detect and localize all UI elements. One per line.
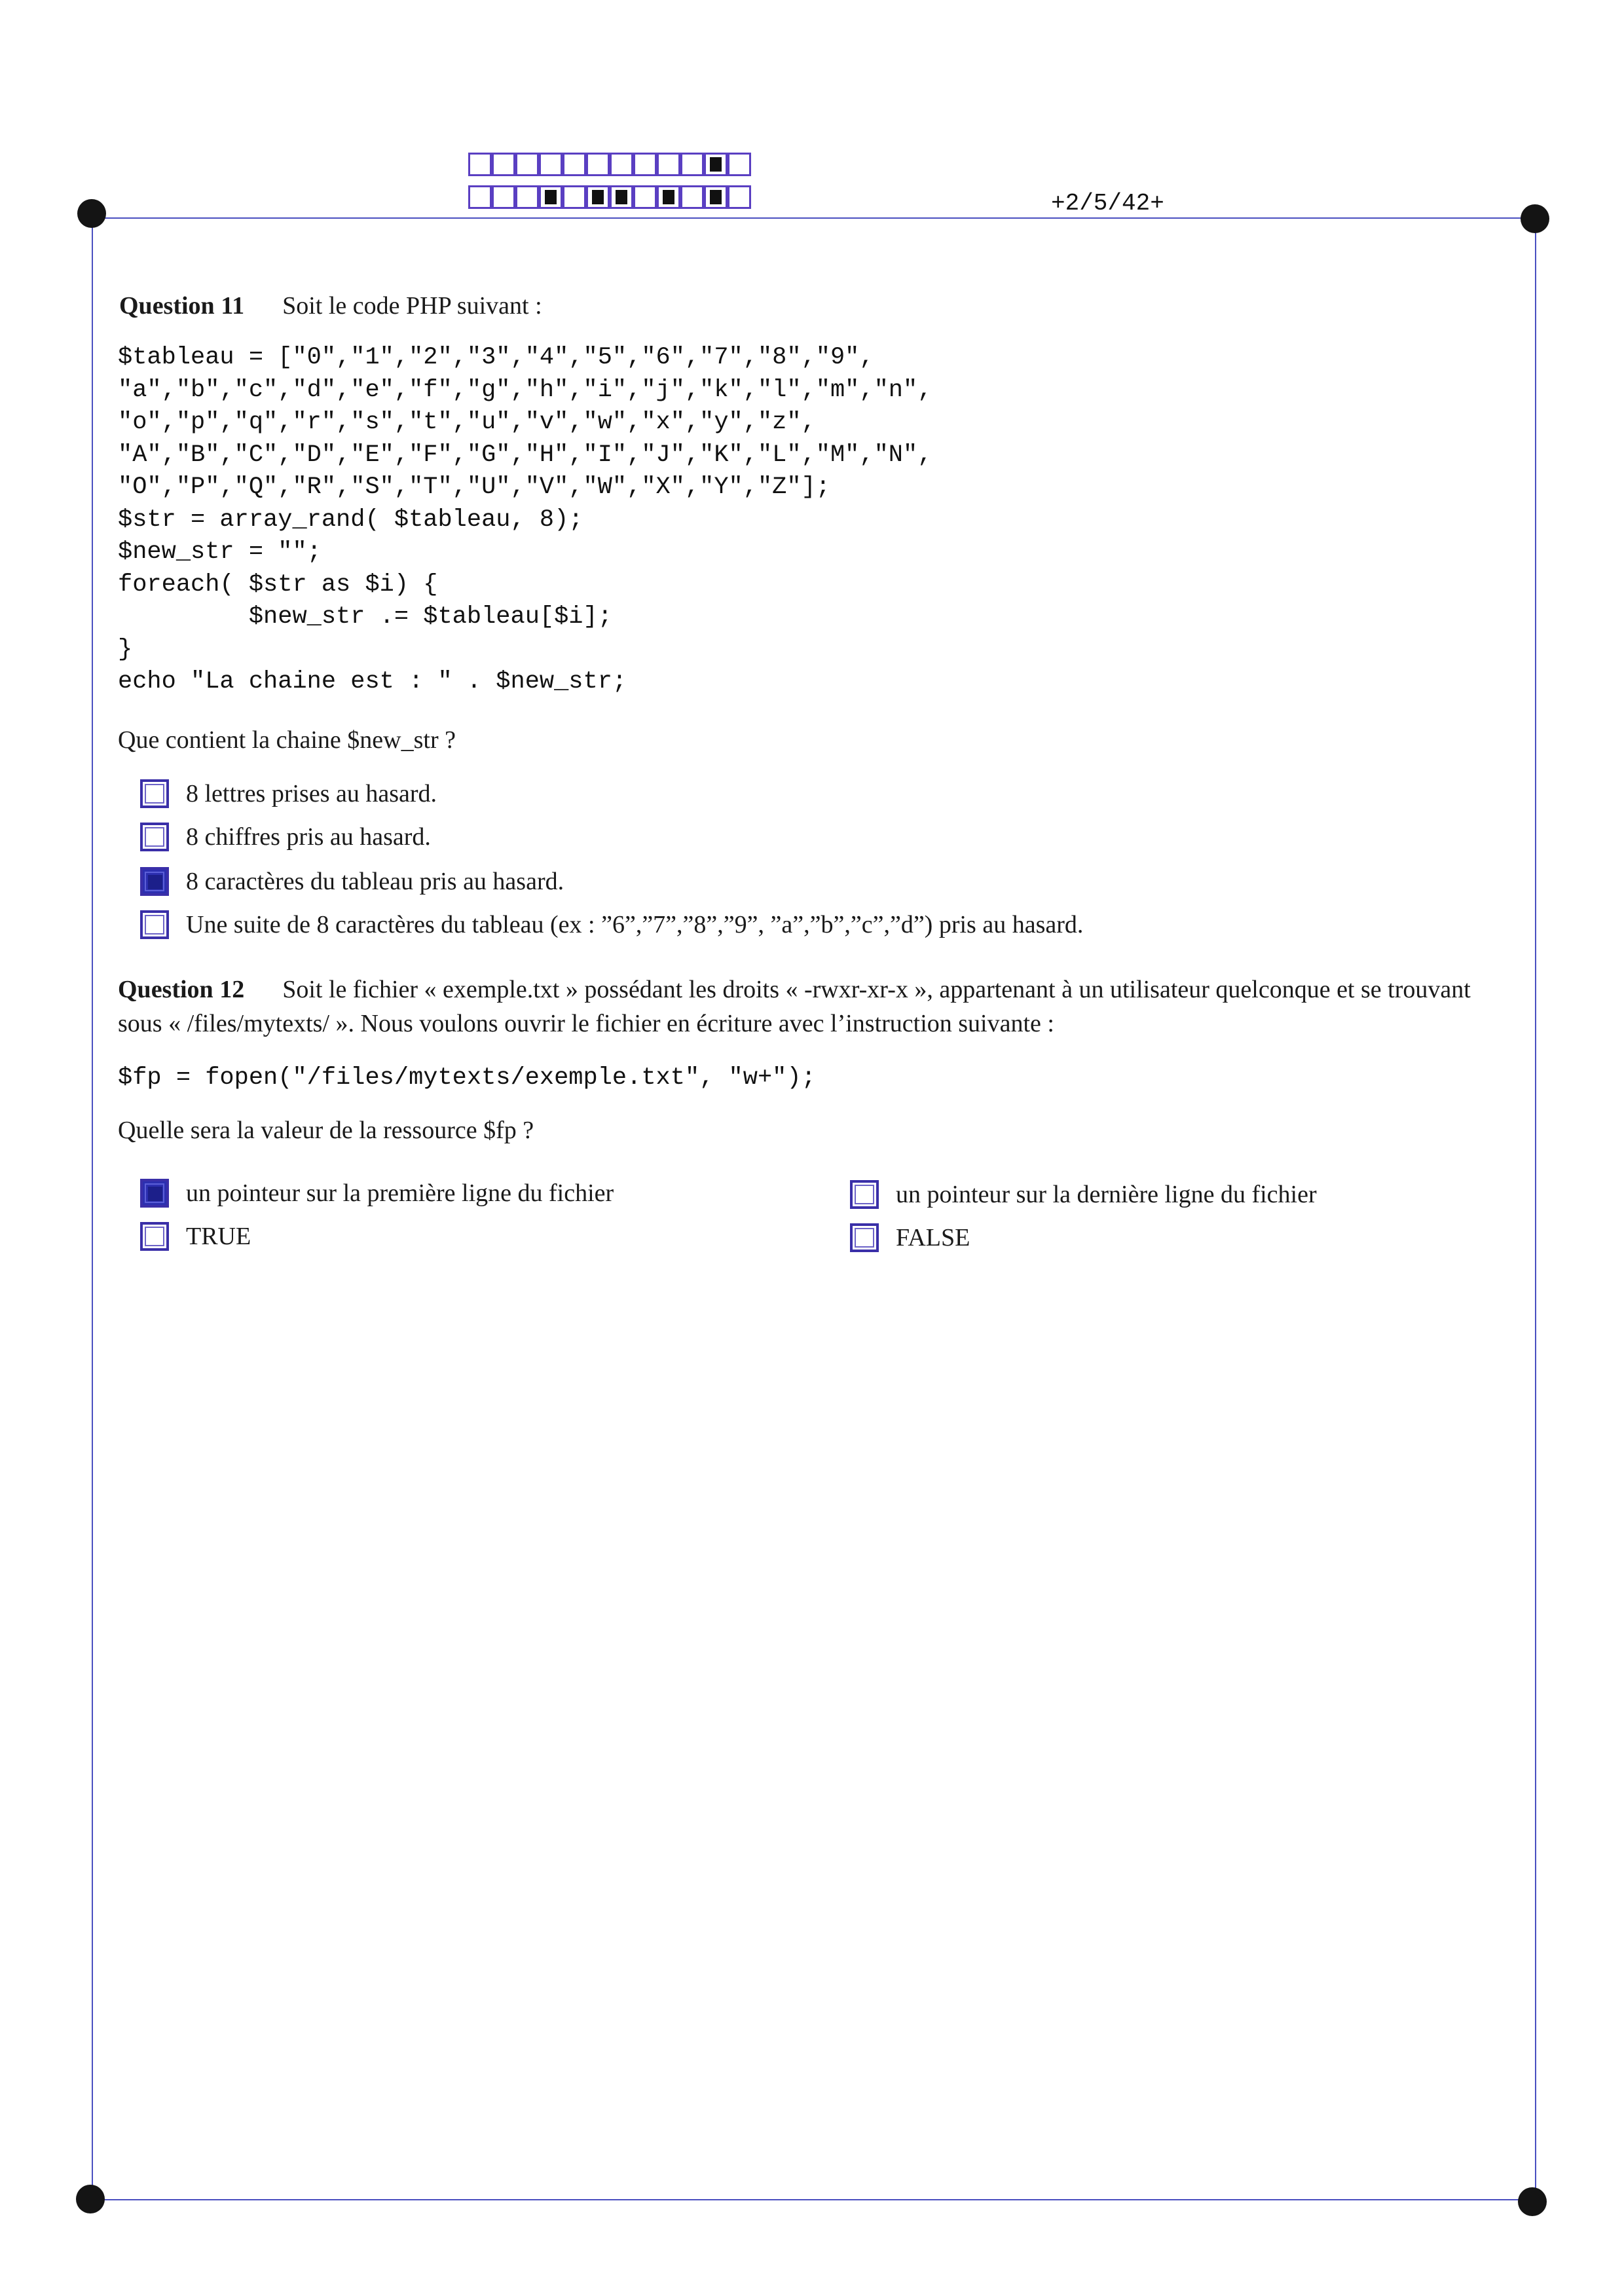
barcode-cell	[515, 185, 539, 209]
barcode-cell-filled	[657, 185, 680, 209]
question-12-label: Question 12	[118, 976, 245, 1003]
question-11-code: $tableau = ["0","1","2","3","4","5","6","7","8","9", "a","b","c","d","e","f","g","h","i","j","k","l","m","n", "o","p","q","r","s","t","u","v","w","x","y","z", "A","B","C","D","E","F","G","H","I","J","K","L","M","N", "O","P","Q","R","S","T","U","V","W","X","Y","Z"]; $str = array_rand( $tableau, 8); $new_str = ""; foreach( $str as $i) { $new_str .= $tableau[$i]; } echo "La chaine est : " . $new_str;	[118, 344, 932, 695]
barcode-cell-filled	[610, 185, 633, 209]
question-12-code: $fp = fopen("/files/mytexts/exemple.txt", "w+");	[118, 1064, 816, 1092]
barcode-cell	[492, 185, 515, 209]
question-11-label: Question 11	[119, 292, 245, 320]
barcode-cell	[633, 185, 657, 209]
question-12-prompt: Quelle sera la valeur de la ressource $fp ?	[118, 1117, 534, 1144]
q12-answer-3[interactable]	[140, 1222, 251, 1251]
checkbox[interactable]	[850, 1223, 879, 1252]
question-11-prompt: Que contient la chaine $new_str ?	[118, 726, 456, 754]
checkbox-checked[interactable]	[140, 1179, 169, 1208]
answer-label: TRUE	[186, 1223, 251, 1250]
answer-label: FALSE	[896, 1224, 970, 1251]
answer-label: un pointeur sur la première ligne du fichier	[186, 1179, 614, 1207]
checkbox[interactable]	[140, 1222, 169, 1251]
barcode-cell	[657, 153, 680, 176]
answer-label: 8 chiffres pris au hasard.	[186, 823, 431, 851]
barcode-cell-filled	[704, 153, 728, 176]
frame-right	[1535, 217, 1536, 2200]
barcode-cell	[492, 153, 515, 176]
q11-answer-2[interactable]	[140, 823, 431, 851]
checkbox[interactable]	[140, 910, 169, 939]
corner-marker-bottom-right	[1518, 2187, 1547, 2216]
barcode-row-1	[468, 153, 751, 176]
barcode-cell	[468, 185, 492, 209]
barcode-cell	[610, 153, 633, 176]
page-identifier: +2/5/42+	[1051, 190, 1164, 217]
answer-label: 8 lettres prises au hasard.	[186, 780, 437, 807]
barcode-cell-filled	[539, 185, 563, 209]
barcode-cell	[563, 185, 586, 209]
corner-marker-top-left	[77, 199, 106, 228]
barcode-cell	[728, 185, 751, 209]
question-11-intro: Soit le code PHP suivant :	[282, 292, 542, 320]
barcode-cell	[633, 153, 657, 176]
q12-answer-1[interactable]	[140, 1179, 614, 1208]
question-12-intro: Soit le fichier « exemple.txt » possédant les droits « -rwxr-xr-x », appartenant à un utilisateur quelconque et se trouvant sous « /files/mytexts/ ». Nous voulons ouvrir le fichier en écriture avec l’instruction suivante :	[118, 976, 1471, 1037]
checkbox[interactable]	[140, 823, 169, 851]
barcode-cell	[515, 153, 539, 176]
barcode-cell	[539, 153, 563, 176]
checkbox[interactable]	[850, 1180, 879, 1209]
q11-answer-1[interactable]	[140, 779, 437, 808]
answer-label: 8 caractères du tableau pris au hasard.	[186, 868, 564, 895]
barcode-cell-filled	[586, 185, 610, 209]
frame-top	[92, 217, 1536, 219]
barcode-cell	[563, 153, 586, 176]
barcode-cell	[468, 153, 492, 176]
barcode-cell-filled	[704, 185, 728, 209]
barcode-cell	[728, 153, 751, 176]
q12-answer-4[interactable]	[850, 1223, 970, 1252]
barcode-row-2	[468, 185, 751, 209]
corner-marker-top-right	[1521, 204, 1549, 233]
q11-answer-3[interactable]	[140, 867, 564, 896]
frame-left	[92, 217, 93, 2200]
answer-label: un pointeur sur la dernière ligne du fichier	[896, 1181, 1317, 1208]
frame-bottom	[92, 2199, 1536, 2200]
question-11-header	[119, 289, 542, 323]
checkbox-checked[interactable]	[140, 867, 169, 896]
answer-label: Une suite de 8 caractères du tableau (ex : ”6”,”7”,”8”,”9”, ”a”,”b”,”c”,”d”) pris au hasard.	[186, 911, 1084, 938]
checkbox[interactable]	[140, 779, 169, 808]
barcode-cell	[680, 153, 704, 176]
barcode-cell	[586, 153, 610, 176]
q11-answer-4[interactable]	[140, 910, 1083, 939]
q12-answer-2[interactable]	[850, 1180, 1317, 1209]
question-12-header	[118, 972, 1519, 1041]
corner-marker-bottom-left	[76, 2185, 105, 2213]
barcode-cell	[680, 185, 704, 209]
